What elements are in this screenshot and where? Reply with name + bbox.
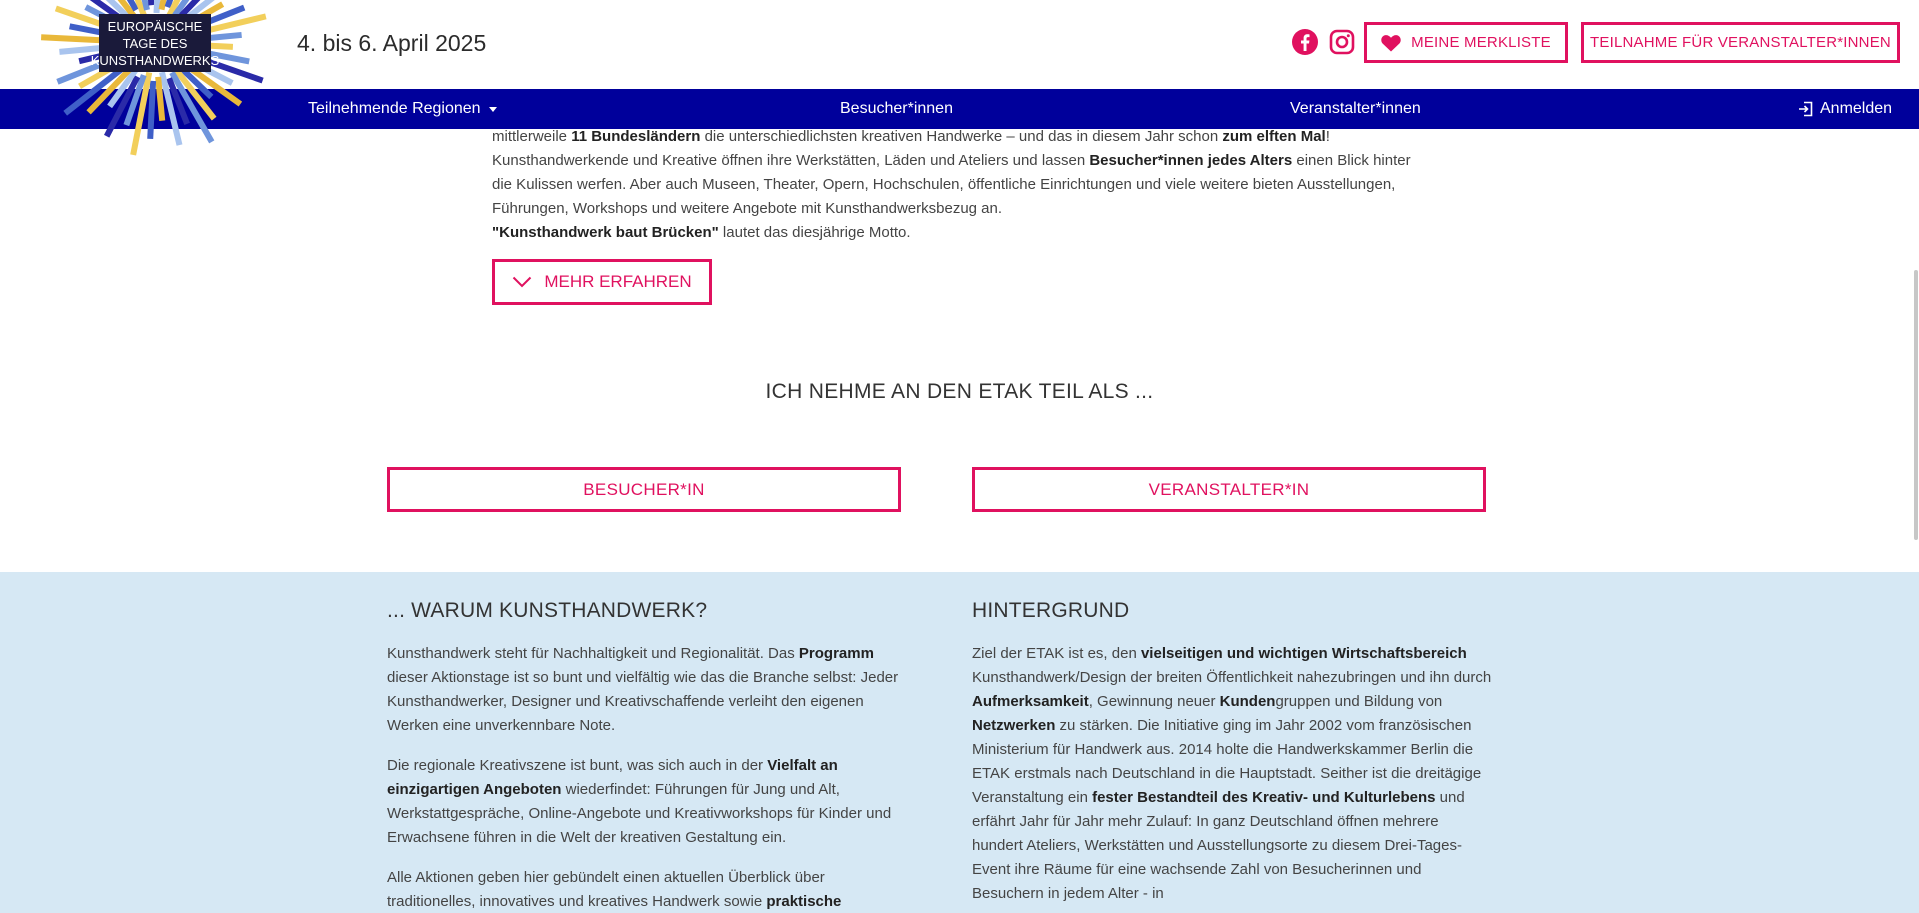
- text-span: wiederfindet: Führungen für Jung und Alt, Werkstattgespräche, Online-Angebote und Kreativworkshops für Kinder und Erwachsene führen in die Welt der kreativen Gestaltung ein.: [387, 781, 892, 846]
- login-label: Anmelden: [1820, 100, 1893, 117]
- hintergrund-paragraph: [972, 642, 1492, 906]
- logo-ray: [150, 81, 153, 139]
- intro-text-span: lautet das diesjährige Motto.: [718, 224, 911, 241]
- logo-line-3: KUNSTHANDWERKS: [90, 53, 220, 68]
- intro-text: [492, 125, 1432, 245]
- text-span: , Gewinnung neuer: [1088, 693, 1220, 710]
- bold-text: Vielfalt an einzigartigen Angeboten: [387, 757, 838, 798]
- nav-item-besucher[interactable]: Besucher*innen: [840, 100, 953, 117]
- motto: "Kunsthandwerk baut Brücken": [492, 224, 719, 241]
- veranstalter-button[interactable]: VERANSTALTER*IN: [972, 467, 1486, 512]
- text-span: gruppen und Bildung von: [1275, 693, 1443, 710]
- logo-ray: [156, 0, 159, 13]
- text-span: und erfährt Jahr für Jahr mehr Zulauf: In ganz Deutschland öffnen mehrere hundert Ateliers, Werkstätten und Ausstellungsorte zu diesem Drei-Tages-Event ihre Räume für eine wachsende Zahl von Besucherinnen und Besuchern in jedem Alter - in: [972, 789, 1465, 902]
- chevron-down-icon: [512, 276, 532, 288]
- text-span: Alle Aktionen geben hier gebündelt einen aktuellen Überblick über traditionelles, innovatives und kreatives Handwerk sowie: [387, 869, 825, 910]
- nav-regionen-label: Teilnehmende Regionen: [308, 100, 481, 117]
- info-section: [0, 572, 1919, 913]
- warum-paragraph-2: [387, 754, 907, 850]
- intro-text-span: !: [1325, 128, 1330, 145]
- text-span: Ziel der ETAK ist es, den: [972, 645, 1141, 662]
- bold-text: vielseitigen und wichtigen Wirtschaftsbereich: [1140, 645, 1467, 662]
- logo-ray: [158, 77, 162, 121]
- text-span: Kunsthandwerk steht für Nachhaltigkeit und Regionalität. Das: [387, 645, 799, 662]
- merkliste-label: MEINE MERKLISTE: [1411, 34, 1551, 51]
- intro-paragraph-2: [492, 149, 1432, 221]
- besucher-button[interactable]: BESUCHER*IN: [387, 467, 901, 512]
- hintergrund-heading: HINTERGRUND: [972, 599, 1130, 622]
- text-span: zu stärken. Die Initiative ging im Jahr 2002 vom französischen Ministerium für Handwerk aus. 2014 holte die Handwerkskammer Berlin die ETAK erstmals nach Deutschland in die Hauptstadt. Seither ist die dreitägige Veranstaltung ein: [972, 717, 1482, 806]
- intro-bold: zum elften Mal: [1222, 128, 1326, 145]
- bold-text: Aufmerksamkeit: [972, 693, 1089, 710]
- merkliste-button[interactable]: [1364, 22, 1568, 63]
- warum-column: [387, 598, 907, 913]
- heart-icon: [1381, 34, 1401, 52]
- hintergrund-column: [972, 598, 1492, 913]
- scrollbar-thumb[interactable]: [1914, 270, 1918, 540]
- text-span: Kunsthandwerk/Design der breiten Öffentlichkeit nahezubringen und ihn durch: [972, 669, 1492, 686]
- intro-paragraph-3: [492, 221, 1432, 245]
- logo-line-2: TAGE DES: [122, 36, 188, 51]
- nav-item-veranstalter[interactable]: Veranstalter*innen: [1290, 100, 1421, 117]
- login-link[interactable]: [1798, 89, 1892, 129]
- bold-text: Kunden: [1219, 693, 1276, 710]
- nav-item-regionen[interactable]: [308, 89, 497, 129]
- teilnahme-heading: ICH NEHME AN DEN ETAK TEIL ALS ...: [765, 380, 1154, 403]
- mehr-erfahren-button[interactable]: [492, 259, 712, 305]
- intro-text-span: die unterschiedlichsten kreativen Handwerke – und das in diesem Jahr schon: [700, 128, 1223, 145]
- warum-paragraph-1: [387, 642, 907, 738]
- bold-text: fester Bestandteil des Kreativ- und Kulturlebens: [1092, 789, 1436, 806]
- teilnahme-label: TEILNAHME FÜR VERANSTALTER*INNEN: [1590, 34, 1891, 51]
- login-icon: [1798, 101, 1814, 117]
- bold-text: Programm: [798, 645, 874, 662]
- warum-paragraph-3: [387, 866, 907, 913]
- teilnahme-veranstalter-button[interactable]: [1581, 22, 1900, 63]
- intro-bold: 11 Bundesländern: [571, 128, 701, 145]
- intro-text-span: Kunsthandwerkende und Kreative öffnen ihre Werkstätten, Läden und Ateliers und lassen: [492, 152, 1090, 169]
- intro-bold: Besucher*innen jedes Alters: [1089, 152, 1293, 169]
- caret-down-icon: [489, 107, 497, 112]
- bold-text: praktische: [766, 893, 842, 910]
- instagram-icon[interactable]: [1328, 28, 1356, 56]
- intro-text-span: mittlerweile: [492, 128, 572, 145]
- intro-text-span: einen Blick hinter die Kulissen werfen. Aber auch Museen, Theater, Opern, Hochschulen, öffentliche Einrichtungen und viele weitere bieten Ausstellungen, Führungen, Workshops und weitere Angebote mit Kunsthandwerksbezug an.: [492, 152, 1411, 217]
- scrollbar[interactable]: [1913, 130, 1919, 913]
- bold-text: Netzwerken: [972, 717, 1056, 734]
- top-header: [0, 0, 1919, 89]
- main-nav: [0, 89, 1919, 129]
- event-date: 4. bis 6. April 2025: [297, 30, 487, 56]
- mehr-erfahren-label: MEHR ERFAHREN: [544, 272, 692, 291]
- facebook-icon[interactable]: [1291, 28, 1319, 56]
- logo-line-1: EUROPÄISCHE: [107, 19, 203, 34]
- text-span: Die regionale Kreativszene ist bunt, was sich auch in der: [387, 757, 768, 774]
- warum-heading: ... WARUM KUNSTHANDWERK?: [387, 599, 708, 622]
- etak-logo[interactable]: [30, 0, 280, 170]
- text-span: dieser Aktionstage ist so bunt und vielfältig wie das die Branche selbst: Jeder Kunsthandwerker, Designer und Kreativschaffende verleiht den eigenen Werken eine unverkennbare Note.: [387, 669, 899, 734]
- intro-paragraph-1: [492, 125, 1432, 149]
